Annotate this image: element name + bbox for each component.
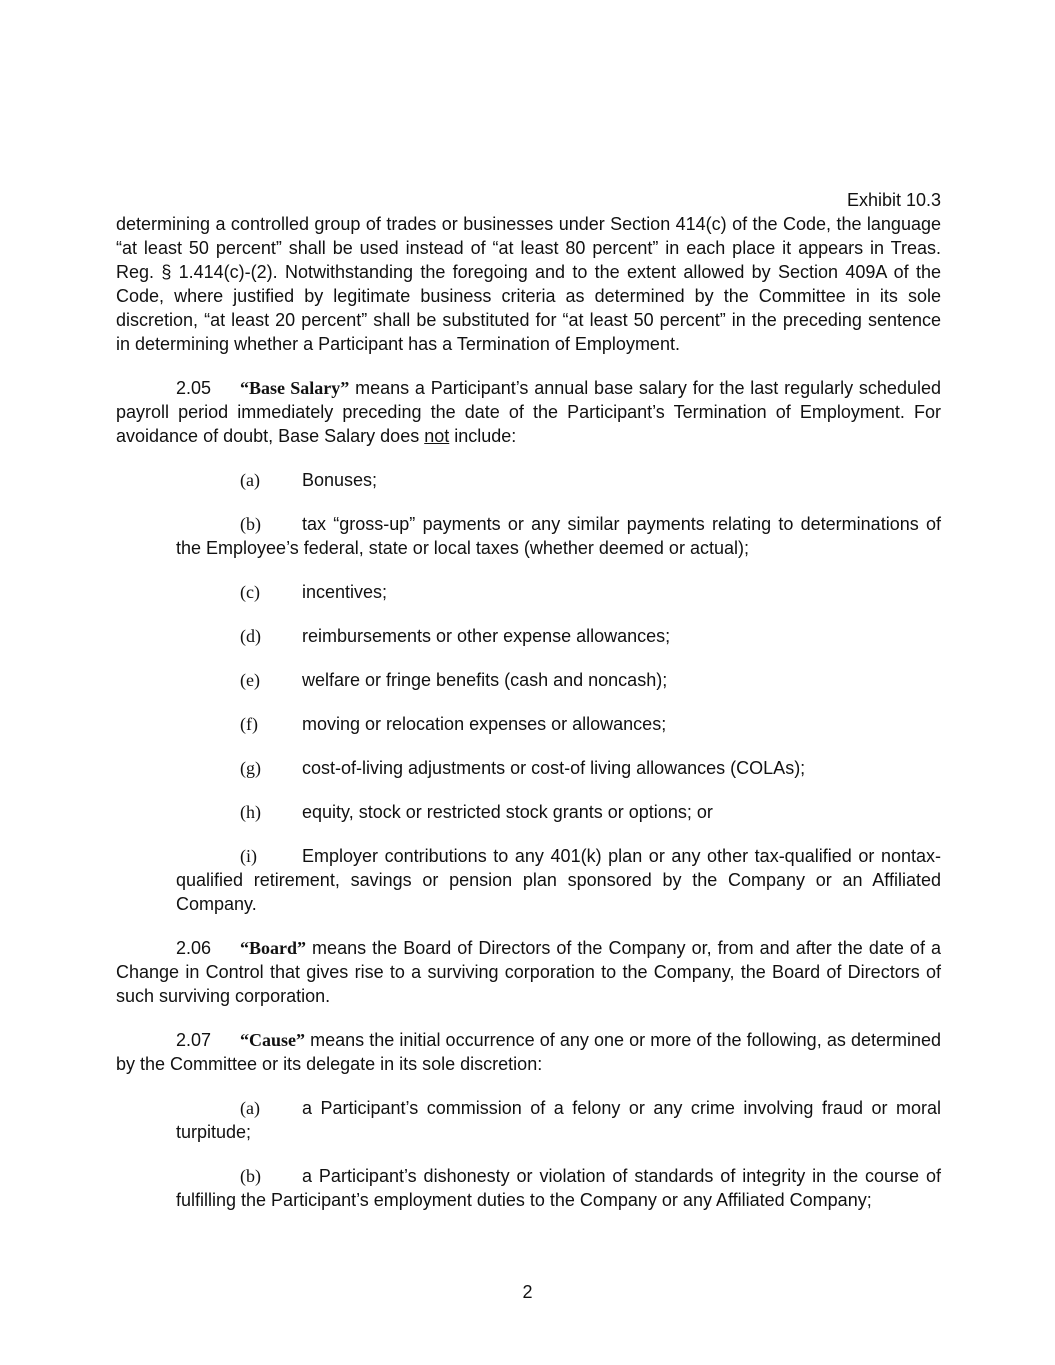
list-item xyxy=(116,1164,941,1212)
section-number: 2.05 xyxy=(176,378,212,398)
item-text: tax “gross-up” payments or any similar payments relating to determinations of the Employee’s federal, state or local taxes (whether deemed or actual); xyxy=(176,514,941,558)
item-label: (c) xyxy=(240,582,260,602)
defined-term: “Base Salary” xyxy=(240,378,350,398)
item-text: a Participant’s commission of a felony or any crime involving fraud or moral turpitude; xyxy=(176,1098,941,1142)
section-number: 2.07 xyxy=(176,1030,212,1050)
item-label: (d) xyxy=(240,626,261,646)
item-text: welfare or fringe benefits (cash and noncash); xyxy=(302,670,668,690)
item-label: (a) xyxy=(240,1098,260,1118)
item-label: (i) xyxy=(240,846,257,866)
list-item xyxy=(116,756,941,780)
list-item xyxy=(116,1096,941,1144)
list-item xyxy=(116,712,941,736)
section-text-end: include: xyxy=(449,426,517,446)
continuation-paragraph: determining a controlled group of trades or businesses under Section 414(c) of the Code, the language “at least 50 percent” shall be used instead of “at least 80 percent” in each place it appears in Treas. Reg. § 1.414(c)-(2). Notwithstanding the foregoing and to the extent allowed by Section 409A of the Code, where justified by legitimate business criteria as determined by the Committee in its sole discretion, “at least 20 percent” shall be substituted for “at least 50 percent” in the preceding sentence in determining whether a Participant has a Termination of Employment. xyxy=(116,214,941,354)
page-number: 2 xyxy=(522,1282,533,1302)
underlined-word: not xyxy=(424,426,450,446)
item-text: a Participant’s dishonesty or violation of standards of integrity in the course of fulfilling the Participant’s employment duties to the Company or any Affiliated Company; xyxy=(176,1166,941,1210)
item-label: (g) xyxy=(240,758,261,778)
item-label: (e) xyxy=(240,670,260,690)
list-item xyxy=(116,844,941,916)
item-text: equity, stock or restricted stock grants or options; or xyxy=(302,802,713,822)
item-label: (a) xyxy=(240,470,260,490)
item-text: reimbursements or other expense allowances; xyxy=(302,626,671,646)
section-text: means a Participant’s annual base salary for the last regularly scheduled payroll period immediately preceding the date of the Participant’s Termination of Employment. For avoidance of doubt, Base Salary does xyxy=(116,378,941,446)
item-text: Bonuses; xyxy=(302,470,378,490)
item-text: moving or relocation expenses or allowances; xyxy=(302,714,667,734)
section-2-06 xyxy=(116,936,941,1008)
list-item xyxy=(116,512,941,560)
item-label: (b) xyxy=(240,514,261,534)
list-item xyxy=(116,580,941,604)
list-item xyxy=(116,800,941,824)
list-item xyxy=(116,624,941,648)
item-text: incentives; xyxy=(302,582,388,602)
list-item xyxy=(116,668,941,692)
section-number: 2.06 xyxy=(176,938,212,958)
section-2-05 xyxy=(116,376,941,448)
item-text: cost-of-living adjustments or cost-of living allowances (COLAs); xyxy=(302,758,806,778)
section-text: means the initial occurrence of any one or more of the following, as determined by the Committee or its delegate in its sole discretion: xyxy=(116,1030,941,1074)
defined-term: “Board” xyxy=(240,938,307,958)
document-page xyxy=(116,188,941,1212)
section-2-07 xyxy=(116,1028,941,1076)
exhibit-label: Exhibit 10.3 xyxy=(846,190,941,210)
list-item xyxy=(116,468,941,492)
item-label: (f) xyxy=(240,714,258,734)
section-text: means the Board of Directors of the Company or, from and after the date of a Change in Control that gives rise to a surviving corporation to the Company, the Board of Directors of such surviving corporation. xyxy=(116,938,941,1006)
defined-term: “Cause” xyxy=(240,1030,306,1050)
item-label: (b) xyxy=(240,1166,261,1186)
item-label: (h) xyxy=(240,802,261,822)
item-text: Employer contributions to any 401(k) plan or any other tax-qualified or nontax-qualified retirement, savings or pension plan sponsored by the Company or an Affiliated Company. xyxy=(176,846,941,914)
